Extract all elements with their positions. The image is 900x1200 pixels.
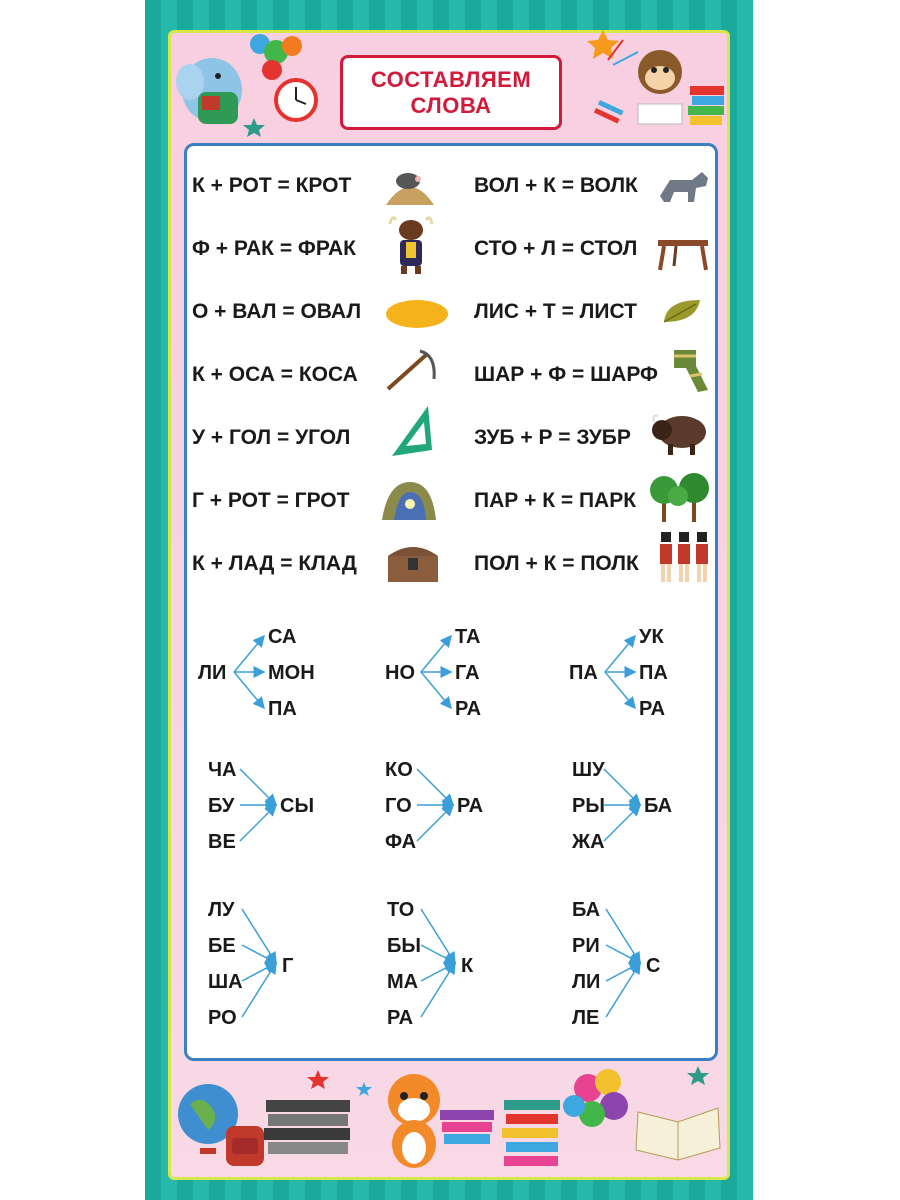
syllable-start: ЛИ	[572, 971, 601, 993]
star-icon	[307, 1070, 329, 1089]
syllable-ending: ПА	[639, 662, 668, 684]
syllable-start: ША	[208, 971, 243, 993]
syllable-start: ВЕ	[208, 831, 236, 853]
syllable-start: ЧА	[208, 759, 237, 781]
syllable-start: ТО	[387, 899, 415, 921]
equation: К + РОТ = КРОТ	[192, 174, 352, 197]
equation: К + ЛАД = КЛАД	[192, 552, 357, 575]
syllable-ending: ТА	[455, 626, 481, 648]
arrow	[604, 805, 640, 841]
syllable-ending: СА	[268, 626, 297, 648]
arrow	[417, 769, 453, 805]
syllable-root: ЛИ	[198, 662, 227, 684]
equation: СТО + Л = СТОЛ	[474, 237, 638, 260]
equation: ПОЛ + К = ПОЛК	[474, 552, 639, 575]
syllable-root: НО	[385, 662, 415, 684]
syllable-start: РА	[387, 1007, 414, 1029]
arrow	[240, 769, 276, 805]
balloons-icon	[563, 1069, 628, 1127]
equation: ШАР + Ф = ШАРФ	[474, 363, 658, 386]
arrow	[242, 909, 276, 963]
star-icon	[687, 1066, 709, 1085]
title-line-1: СОСТАВЛЯЕМ	[370, 66, 532, 92]
equation: О + ВАЛ = ОВАЛ	[192, 300, 362, 323]
syllable-start: ФА	[385, 831, 417, 853]
syllable-ending: К	[461, 955, 474, 977]
syllable-ending: РА	[639, 698, 666, 720]
syllable-start: ЖА	[572, 831, 605, 853]
syllable-start: РО	[208, 1007, 237, 1029]
syllable-start: БА	[572, 899, 601, 921]
star-icon	[356, 1082, 372, 1096]
syllable-start: РИ	[572, 935, 600, 957]
equation: Г + РОТ = ГРОТ	[192, 489, 350, 512]
arrow	[234, 672, 264, 708]
syllable-root: ПА	[569, 662, 598, 684]
syllable-start: ШУ	[572, 759, 605, 781]
syllable-ending: ГА	[455, 662, 480, 684]
syllable-start: БЕ	[208, 935, 236, 957]
backpack-icon	[226, 1126, 264, 1166]
equation: У + ГОЛ = УГОЛ	[192, 426, 351, 449]
equation: Ф + РАК = ФРАК	[192, 237, 357, 260]
equation: ВОЛ + К = ВОЛК	[474, 174, 638, 197]
arrow	[605, 672, 635, 708]
equation: ЗУБ + Р = ЗУБР	[474, 426, 631, 449]
arrow	[606, 963, 640, 1017]
syllable-ending: БА	[644, 795, 673, 817]
syllable-start: ЛЕ	[572, 1007, 600, 1029]
footer-decorations	[168, 1064, 730, 1176]
equation: ЛИС + Т = ЛИСТ	[474, 300, 637, 323]
open-book-icon	[636, 1108, 720, 1160]
arrow	[604, 769, 640, 805]
syllable-ending: РА	[455, 698, 482, 720]
arrow	[421, 909, 455, 963]
arrow	[417, 805, 453, 841]
syllable-ending: Г	[282, 955, 294, 977]
arrow	[421, 672, 451, 708]
syllable-ending: С	[646, 955, 661, 977]
syllable-start: РЫ	[572, 795, 605, 817]
syllable-ending: ПА	[268, 698, 297, 720]
equation: К + ОСА = КОСА	[192, 363, 358, 386]
arrow	[605, 636, 635, 672]
arrow	[242, 963, 276, 1017]
syllable-start: БЫ	[387, 935, 421, 957]
arrow	[234, 636, 264, 672]
arrow	[606, 909, 640, 963]
syllable-start: ЛУ	[208, 899, 235, 921]
fox-icon	[388, 1074, 440, 1168]
arrow	[421, 636, 451, 672]
equation: ПАР + К = ПАРК	[474, 489, 637, 512]
syllable-start: МА	[387, 971, 419, 993]
syllable-ending: МОН	[268, 662, 315, 684]
syllable-start: ГО	[385, 795, 412, 817]
syllable-ending: УК	[639, 626, 664, 648]
syllable-start: КО	[385, 759, 413, 781]
syllable-start: БУ	[208, 795, 235, 817]
arrow	[240, 805, 276, 841]
syllable-ending: СЫ	[280, 795, 315, 817]
books-stack-icon	[264, 1100, 350, 1154]
syllable-ending: РА	[457, 795, 484, 817]
books-stack-icon	[440, 1100, 560, 1166]
title-line-2: СЛОВА	[410, 92, 492, 118]
arrow	[421, 963, 455, 1017]
